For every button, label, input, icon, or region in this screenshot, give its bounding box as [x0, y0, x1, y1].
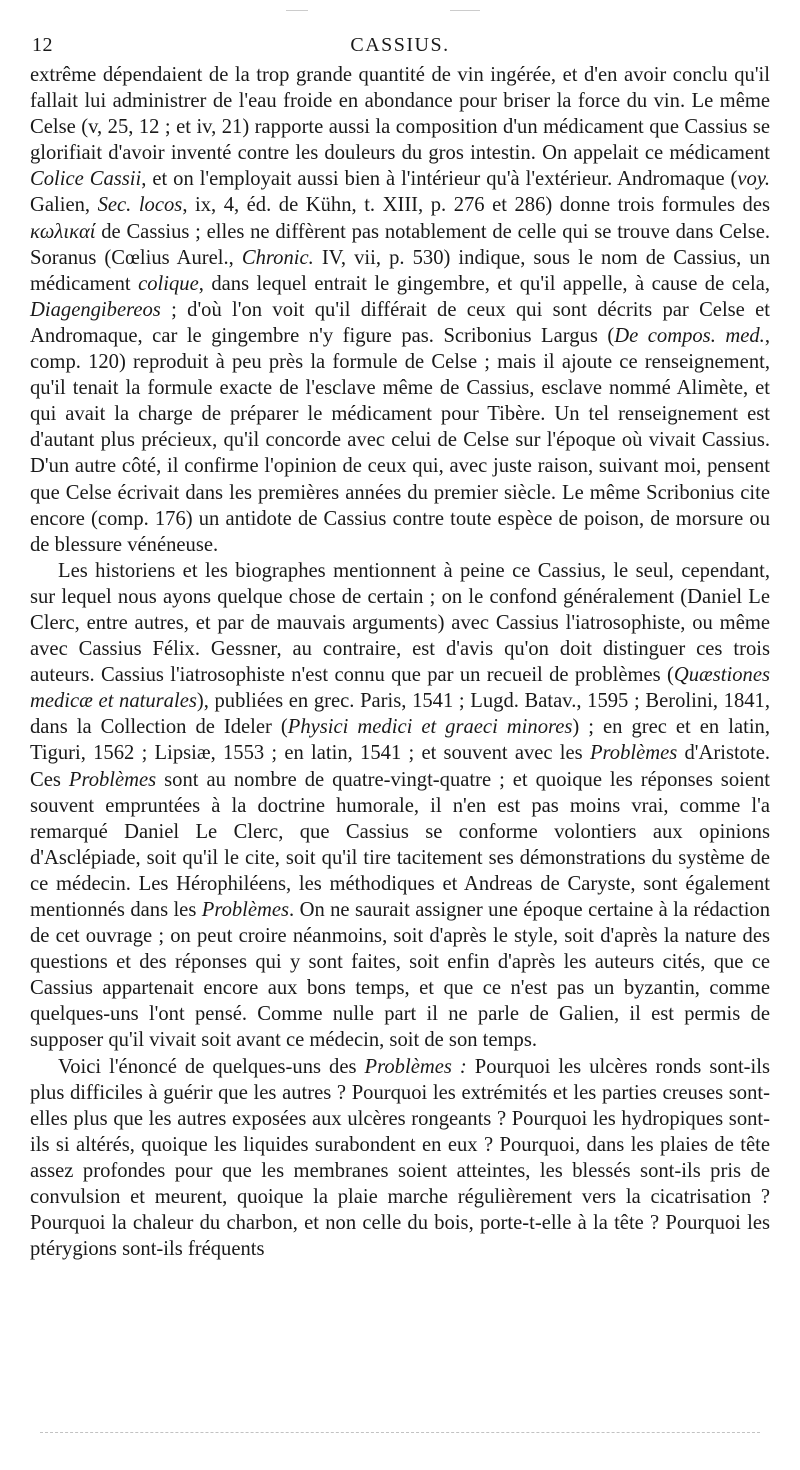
text-run: Galien, — [30, 194, 98, 217]
italic-text: Colice Cassii — [30, 168, 142, 191]
text-run: Voici l'énoncé de quelques-uns des — [58, 1055, 365, 1078]
text-run: , et on l'employait aussi bien à l'intérieur qu'à l'extérieur. Andromaque ( — [141, 168, 738, 191]
italic-text: Chronic. — [241, 246, 314, 269]
text-run: d'Aristote. Ces — [30, 742, 770, 791]
text-run: de Cassius ; elles ne diffèrent pas notablement de celle qui se trouve dans Celse. Soranus (Cœlius Aurel., — [30, 220, 770, 269]
text-run: ) ; en grec et en latin, Tiguri, 1562 ; Lipsiæ, 1553 ; en latin, 1541 ; et souvent avec les — [30, 716, 770, 765]
italic-text: Sec. locos — [97, 194, 183, 217]
text-run: sont au nombre de quatre-vingt-quatre ; et quoique les réponses soient souvent empruntées à la doctrine humorale, il n'en est pas moins vrai, comme l'a remarqué Daniel Le Clerc, que Cassius se conforme volontiers aux opinions d'Asclépiade, soit qu'il le cite, soit qu'il tire tacitement ses démonstrations du système de ce médecin. Les Hérophiléens, les méthodiques et Andreas de Caryste, sont également mentionnés dans les — [30, 768, 770, 921]
text-run: Les historiens et les biographes mentionnent à peine ce Cassius, le seul, cependant, sur lequel nous ayons quelque chose de certain ; on le confond généralement (Daniel Le Clerc, entre autres, et par de mauvais arguments) avec Cassius l'iatrosophiste, ou même avec Cassius Félix. Gessner, au contraire, est d'avis qu'on doit distinguer ces trois auteurs. Cassius l'iatrosophiste n'est connu que par un recueil de problèmes ( — [30, 559, 770, 687]
paragraph — [30, 1054, 770, 1263]
italic-text: κωλικαί — [30, 220, 96, 243]
print-mark — [450, 10, 480, 11]
italic-text: Diagengibereos — [30, 298, 161, 321]
running-head: CASSIUS. — [350, 34, 450, 56]
text-run: . On ne saurait assigner une époque certaine à la rédaction de cet ouvrage ; on peut croire néanmoins, soit d'après le style, soit d'après la nature des questions et des réponses qui y sont faites, soit enfin d'après les auteurs cités, que ce Cassius appartenait encore aux bons temps, et que ce n'est pas un byzantin, comme quelques-uns l'ont pensé. Comme nulle part il ne parle de Galien, il est permis de supposer qu'il vivait soit avant ce médecin, soit de son temps. — [30, 899, 771, 1052]
italic-text: Problèmes — [201, 899, 290, 921]
italic-text: De compos. med. — [614, 324, 765, 347]
page-number: 12 — [32, 34, 53, 56]
paragraph — [30, 558, 770, 1054]
print-mark — [286, 10, 308, 11]
text-run: ; d'où l'on voit qu'il différait de ceux qui sont décrits par Celse et Andromaque, car le gingembre n'y figure pas. Scribonius Largus ( — [30, 298, 770, 347]
italic-text: colique — [138, 272, 199, 295]
text-run: ), publiées en grec. Paris, 1541 ; Lugd. Batav., 1595 ; Berolini, 1841, dans la Collection de Ideler ( — [30, 690, 770, 739]
italic-text: voy. — [737, 168, 770, 191]
text-run: Pourquoi les ulcères ronds sont-ils plus difficiles à guérir que les autres ? Pourquoi les extrémités et les parties creuses sont-elles plus que les autres exposées aux ulcères rongeants ? Pourquoi les hydropiques sont-ils si altérés, quoique les liquides surabondent en eux ? Pourquoi, dans les plaies de tête assez profondes pour que les membranes soient atteintes, les blessés sont-ils pris de convulsion et meurent, quoique la plaie marche régulièrement vers la cicatrisation ? Pourquoi la chaleur du charbon, et non celle du bois, porte-t-elle à la tête ? Pourquoi les ptérygions sont-ils fréquents — [30, 1055, 770, 1261]
book-page — [30, 34, 770, 1262]
paragraph — [30, 62, 770, 558]
text-run: , comp. 120) reproduit à peu près la formule de Celse ; mais il ajoute ce renseignement, qu'il tenait la formule exacte de l'esclave même de Cassius, esclave nommé Alimète, et qui avait la charge de préparer le médicament pour Tibère. Un tel renseignement est d'autant plus précieux, qu'il concorde avec celui de Celse sur l'époque où vivait Cassius. D'un autre côté, il confirme l'opinion de ceux qui, avec juste raison, suivant moi, pensent que Celse écrivait dans les premières années du premier siècle. Le même Scribonius cite encore (comp. 176) un antidote de Cassius contre toute espèce de poison, de morsure ou de blessure vénéneuse. — [30, 324, 770, 556]
italic-text: Problèmes — [68, 768, 157, 791]
footer-rule — [40, 1432, 760, 1433]
page-header — [30, 34, 770, 62]
text-run: , ix, 4, éd. de Kühn, t. XIII, p. 276 et 286) donne trois formules des — [182, 194, 770, 217]
italic-text: Problèmes — [589, 742, 678, 765]
text-run: IV, vii, p. 530) indique, sous le nom de Cassius, un médicament — [30, 246, 770, 295]
italic-text: Physici medici et graeci minores — [287, 716, 573, 739]
text-run: extrême dépendaient de la trop grande quantité de vin ingérée, et d'en avoir conclu qu'il fallait lui administrer de l'eau froide en abondance pour briser la force du vin. Le même Celse (v, 25, 12 ; et iv, 21) rapporte aussi la composition d'un médicament que Cassius se glorifiait d'avoir inventé contre les douleurs du gros intestin. On appelait ce médicament — [30, 64, 770, 165]
text-run: , dans lequel entrait le gingembre, et qu'il appelle, à cause de cela, — [198, 272, 770, 295]
italic-text: Problèmes : — [364, 1055, 467, 1078]
italic-text: Quæstiones medicæ et naturales — [30, 664, 770, 713]
body-text — [30, 62, 770, 1262]
